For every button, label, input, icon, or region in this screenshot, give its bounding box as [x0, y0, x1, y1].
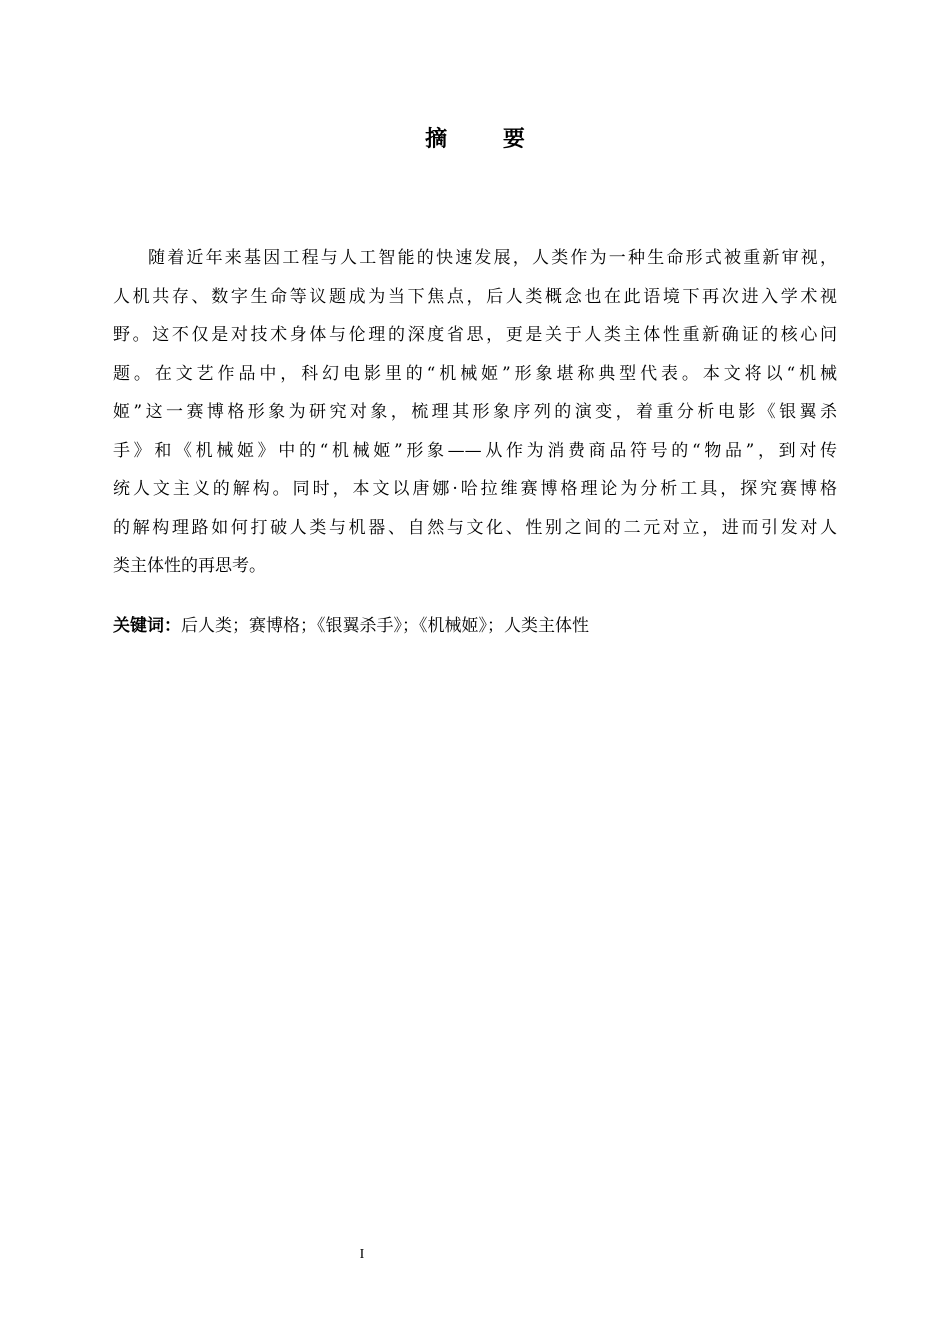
abstract-line: 的解构理路如何打破人类与机器、自然与文化、性别之间的二元对立，进而引发对人 [113, 517, 837, 538]
abstract-body [113, 239, 837, 586]
abstract-line: 随着近年来基因工程与人工智能的快速发展，人类作为一种生命形式被重新审视， [148, 248, 837, 268]
keywords-text: 后人类；赛博格；《银翼杀手》；《机械姬》；人类主体性 [181, 616, 589, 636]
abstract-line: 题。在文艺作品中，科幻电影里的“机械姬”形象堪称典型代表。本文将以“机械 [113, 363, 837, 384]
abstract-line: 野。这不仅是对技术身体与伦理的深度省思，更是关于人类主体性重新确证的核心问 [113, 325, 837, 345]
keywords [113, 612, 837, 640]
keywords-label: 关键词： [113, 616, 181, 636]
abstract-line: 人机共存、数字生命等议题成为当下焦点，后人类概念也在此语境下再次进入学术视 [113, 286, 837, 307]
page-title: 摘 要 [425, 127, 549, 152]
abstract-line: 类主体性的再思考。 [113, 556, 266, 576]
abstract-line: 姬”这一赛博格形象为研究对象，梳理其形象序列的演变，着重分析电影《银翼杀 [113, 402, 837, 422]
abstract-line: 统人文主义的解构。同时，本文以唐娜·哈拉维赛博格理论为分析工具，探究赛博格 [113, 479, 837, 499]
page-number: I [359, 1247, 365, 1262]
abstract-line: 手》和《机械姬》中的“机械姬”形象——从作为消费商品符号的“物品”，到对传 [113, 440, 837, 461]
